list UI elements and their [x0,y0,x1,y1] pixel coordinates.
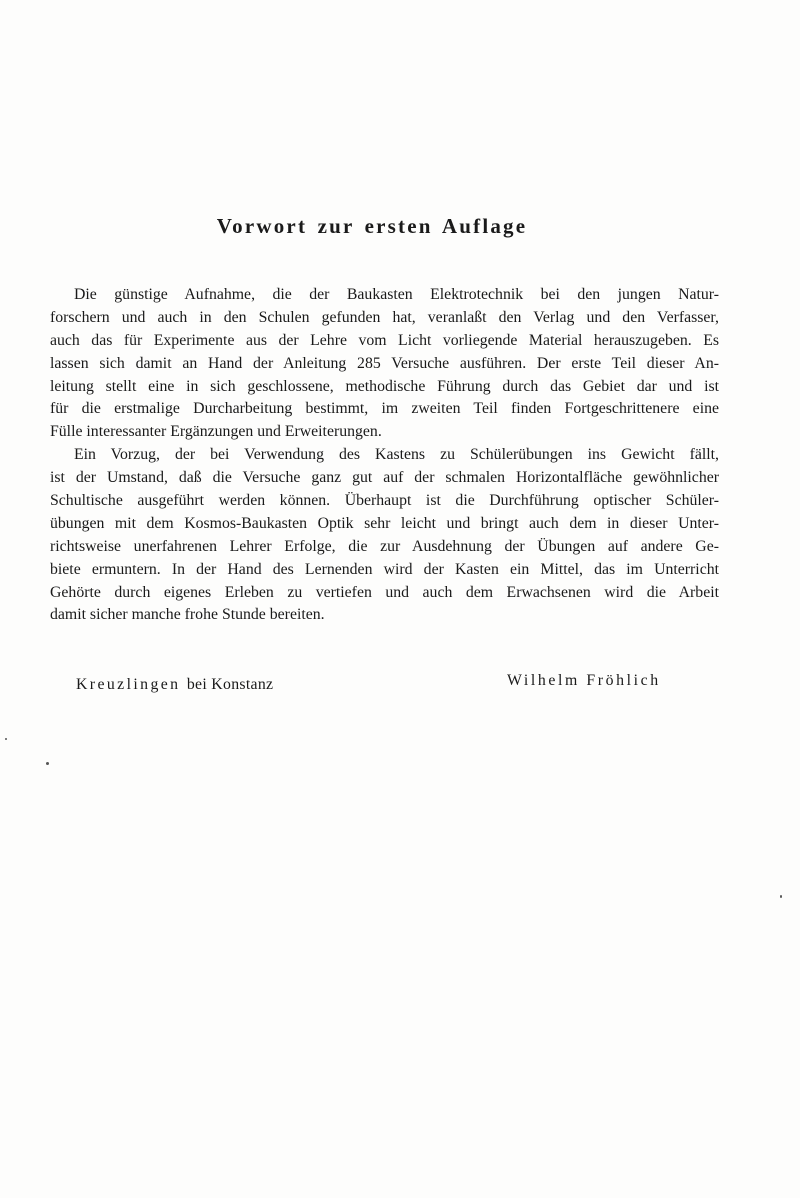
text-line: Ein Vorzug, der bei Verwendung des Kastens zu Schülerübungen ins Gewicht fällt, [74,446,719,464]
text-line: Schultische ausgeführt werden können. Überhaupt ist die Durchführung optischer Schüler- [50,492,719,510]
page-title: Vorwort zur ersten Auflage [216,214,528,238]
text-line: Fülle interessanter Ergänzungen und Erweiterungen. [50,423,382,441]
text-line: biete ermuntern. In der Hand des Lernenden wird der Kasten ein Mittel, das im Unterricht [50,560,719,578]
text-line: übungen mit dem Kosmos-Baukasten Optik sehr leicht und bringt auch dem in dieser Unter- [50,514,719,532]
scan-speck [780,895,782,898]
preface-body [50,284,719,627]
text-line: lassen sich damit an Hand der Anleitung 285 Versuche ausführen. Der erste Teil dieser An- [50,354,719,372]
text-line: leitung stellt eine in sich geschlossene, methodische Führung durch das Gebiet dar und ist [50,377,719,395]
signature-author: Wilhelm Fröhlich [507,672,661,689]
text-line: Gehörte durch eigenes Erleben zu vertiefen und auch dem Erwachsenen wird die Arbeit [50,583,719,601]
text-line: ist der Umstand, daß die Versuche ganz gut auf der schmalen Horizontalfläche gewöhnlicher [50,469,719,487]
text-line: Die günstige Aufnahme, die der Baukasten Elektrotechnik bei den jungen Natur- [74,286,719,303]
signature-place [76,676,273,694]
text-line: auch das für Experimente aus der Lehre vom Licht vorliegende Material herauszugeben. Es [50,331,719,349]
scan-speck [46,762,49,765]
text-line: damit sicher manche frohe Stunde bereiten. [50,606,325,624]
text-line: für die erstmalige Durcharbeitung bestimmt, im zweiten Teil finden Fortgeschrittenere eine [50,400,719,418]
place-town: Kreuzlingen [76,676,181,693]
place-rest: bei Konstanz [186,676,274,693]
scan-speck [5,738,7,740]
text-line: forschern und auch in den Schulen gefunden hat, veranlaßt den Verlag und den Verfasser, [50,308,719,326]
text-line: richtsweise unerfahrenen Lehrer Erfolge, die zur Ausdehnung der Übungen auf andere Ge- [50,537,719,555]
